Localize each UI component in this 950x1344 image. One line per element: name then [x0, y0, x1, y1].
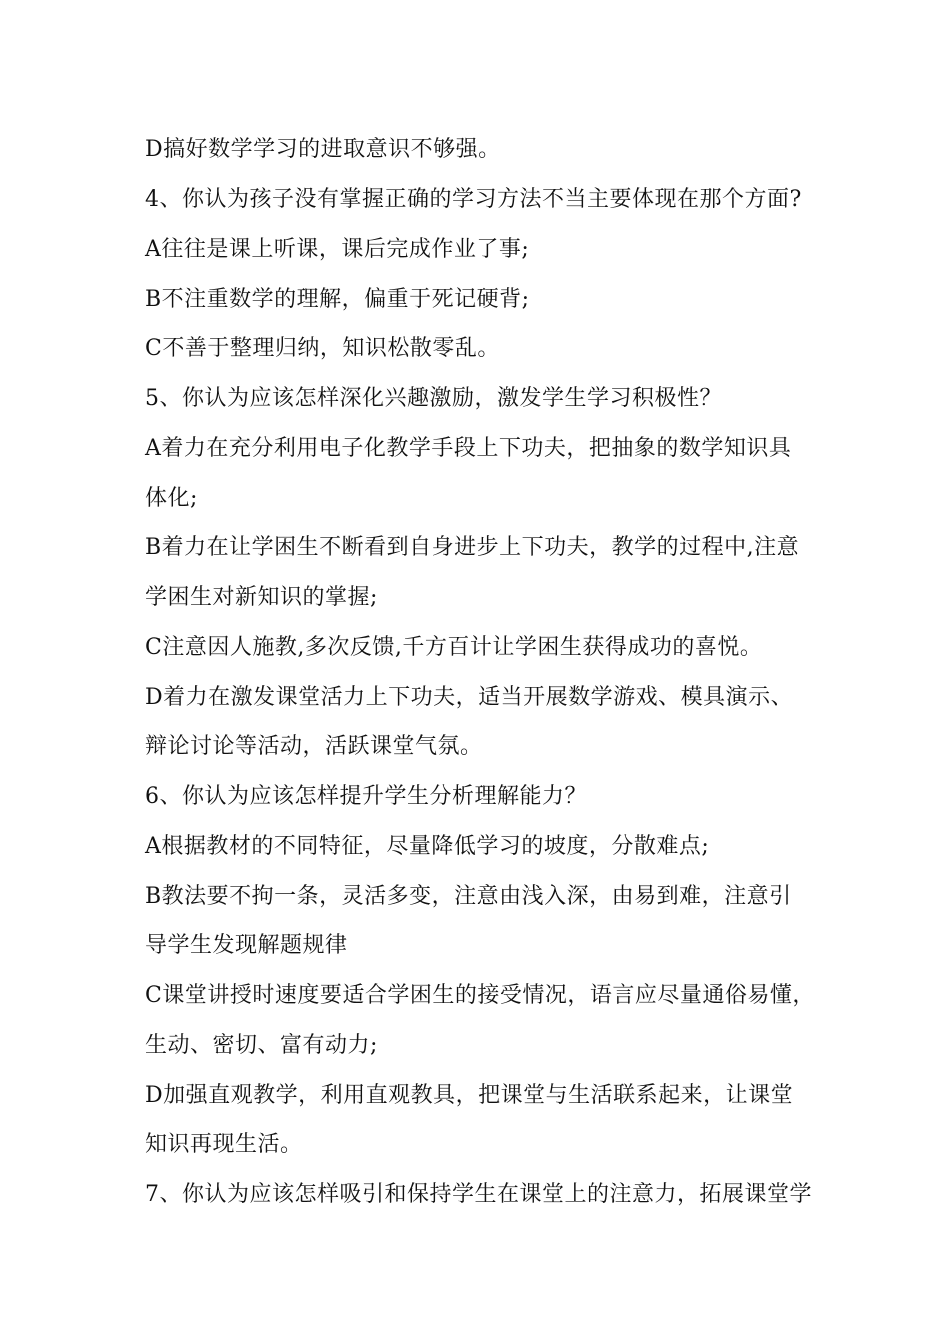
option-b: B教法要不拘一条，灵活多变，注意由浅入深，由易到难，注意引 [145, 884, 792, 909]
question-7: 7、你认为应该怎样吸引和保持学生在课堂上的注意力，拓展课堂学 [145, 1182, 812, 1207]
option-d-continued: 知识再现生活。 [145, 1132, 303, 1157]
option-c: C注意因人施教,多次反馈,千方百计让学困生获得成功的喜悦。 [145, 635, 763, 660]
option-d-continued: 辩论讨论等活动，活跃课堂气氛。 [145, 734, 483, 759]
text-line: D搞好数学学习的进取意识不够强。 [145, 137, 501, 162]
option-a-continued: 体化; [145, 486, 198, 511]
option-c: C课堂讲授时速度要适合学困生的接受情况，语言应尽量通俗易懂， [145, 983, 815, 1008]
question-5: 5、你认为应该怎样深化兴趣激励，激发学生学习积极性？ [145, 386, 722, 411]
option-b: B着力在让学困生不断看到自身进步上下功夫，教学的过程中,注意 [145, 535, 800, 560]
question-6: 6、你认为应该怎样提升学生分析理解能力？ [145, 784, 587, 809]
option-b-continued: 导学生发现解题规律 [145, 933, 348, 958]
option-b-continued: 学困生对新知识的掌握; [145, 585, 378, 610]
option-d: D加强直观教学，利用直观教具，把课堂与生活联系起来，让课堂 [145, 1083, 794, 1108]
option-b: B不注重数学的理解，偏重于死记硬背; [145, 287, 530, 312]
option-a: A根据教材的不同特征，尽量降低学习的坡度，分散难点; [145, 834, 710, 859]
option-a: A往往是课上听课，课后完成作业了事; [145, 237, 530, 262]
option-c-continued: 生动、密切、富有动力; [145, 1033, 378, 1058]
option-d: D着力在激发课堂活力上下功夫，适当开展数学游戏、模具演示、 [145, 685, 794, 710]
option-a: A着力在充分利用电子化教学手段上下功夫，把抽象的数学知识具 [145, 436, 792, 461]
option-c: C不善于整理归纳，知识松散零乱。 [145, 336, 500, 361]
question-4: 4、你认为孩子没有掌握正确的学习方法不当主要体现在那个方面? [145, 187, 802, 212]
